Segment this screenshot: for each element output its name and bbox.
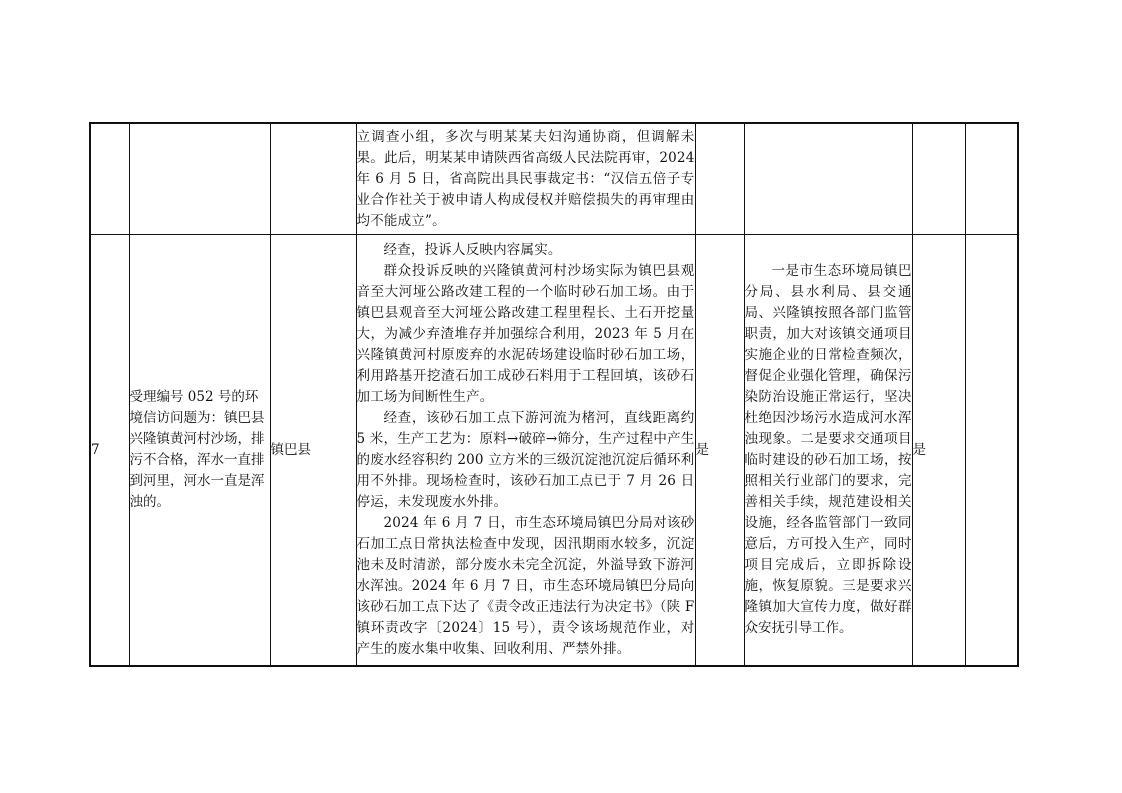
issue-cell <box>129 123 270 235</box>
investigation-detail-cell <box>356 123 695 235</box>
investigation-detail-cell <box>356 235 695 667</box>
area-cell <box>270 123 356 235</box>
note-cell <box>965 123 1018 235</box>
issue-cell: 受理编号 052 号的环境信访问题为：镇巴县兴隆镇黄河村沙场，排污不合格，浑水一直排到河里，河水一直是浑浊的。 <box>129 235 270 667</box>
detail-paragraph: 2024 年 6 月 7 日，市生态环境局镇巴分局对该砂石加工点日常执法检查中发现，因汛期雨水较多，沉淀池未及时清淤，部分废水未完全沉淀，外溢导致下游河水浑浊。2024 年 6 月 7 日，市生态环境局镇巴分局向该砂石加工点下达了《责令改正违法行为决定书》（陕 F 镇环责改字〔2024〕15 号），责令该场规范作业，对产生的废水集中收集、回收利用、严禁外排。 <box>356 515 695 657</box>
detail-paragraph: 群众投诉反映的兴隆镇黄河村沙场实际为镇巴县观音至大河垭公路改建工程的一个临时砂石加工场。由于镇巴县观音至大河垭公路改建工程里程长、土石开挖量大，为减少弃渣堆存并加强综合利用，2023 年 5 月在兴隆镇黄河村原废弃的水泥砖场建设临时砂石加工场，利用路基开挖渣石加工成砂石料用于工程回填，该砂石加工场为间断性生产。 <box>356 263 695 405</box>
verified-cell <box>695 123 744 235</box>
table-row <box>90 123 1018 235</box>
detail-paragraph: 经查，投诉人反映内容属实。 <box>383 242 562 258</box>
measures-cell <box>744 235 912 667</box>
detail-paragraph: 立调查小组，多次与明某某夫妇沟通协商，但调解未果。此后，明某某申请陕西省高级人民法院再审，2024 年 6 月 5 日，省高院出具民事裁定书：“汉信五倍子专业合作社关于被申请人构成侵权并赔偿损失的再审理由均不能成立”。 <box>356 128 695 229</box>
completed-cell <box>912 123 965 235</box>
row-number-cell: 7 <box>90 235 129 667</box>
measures-cell <box>744 123 912 235</box>
area-cell: 镇巴县 <box>270 235 356 667</box>
completed-cell: 是 <box>912 235 965 667</box>
verified-cell: 是 <box>695 235 744 667</box>
table-row <box>90 235 1018 667</box>
measures-paragraph: 一是市生态环境局镇巴分局、县水利局、县交通局、兴隆镇按照各部门监管职责，加大对该镇交通项目实施企业的日常检查频次，督促企业强化管理，确保污染防治设施正常运行，坚决杜绝因沙场污水造成河水浑浊现象。二是要求交通项目临时建设的砂石加工场，按照相关行业部门的要求，完善相关手续，规范建设相关设施，经各监管部门一致同意后，方可投入生产，同时项目完成后，立即拆除设施，恢复原貌。三是要求兴隆镇加大宣传力度，做好群众安抚引导工作。 <box>744 263 912 636</box>
detail-paragraph: 经查，该砂石加工点下游河流为楮河，直线距离约 5 米，生产工艺为：原料→破碎→筛分，生产过程中产生的废水经容积约 200 立方米的三级沉淀池沉淀后循环利用不外排。现场检查时，该砂石加工点已于 7 月 26 日停运，未发现废水外排。 <box>356 410 695 510</box>
row-number-cell <box>90 123 129 235</box>
complaint-table <box>89 122 1019 667</box>
note-cell <box>965 235 1018 667</box>
